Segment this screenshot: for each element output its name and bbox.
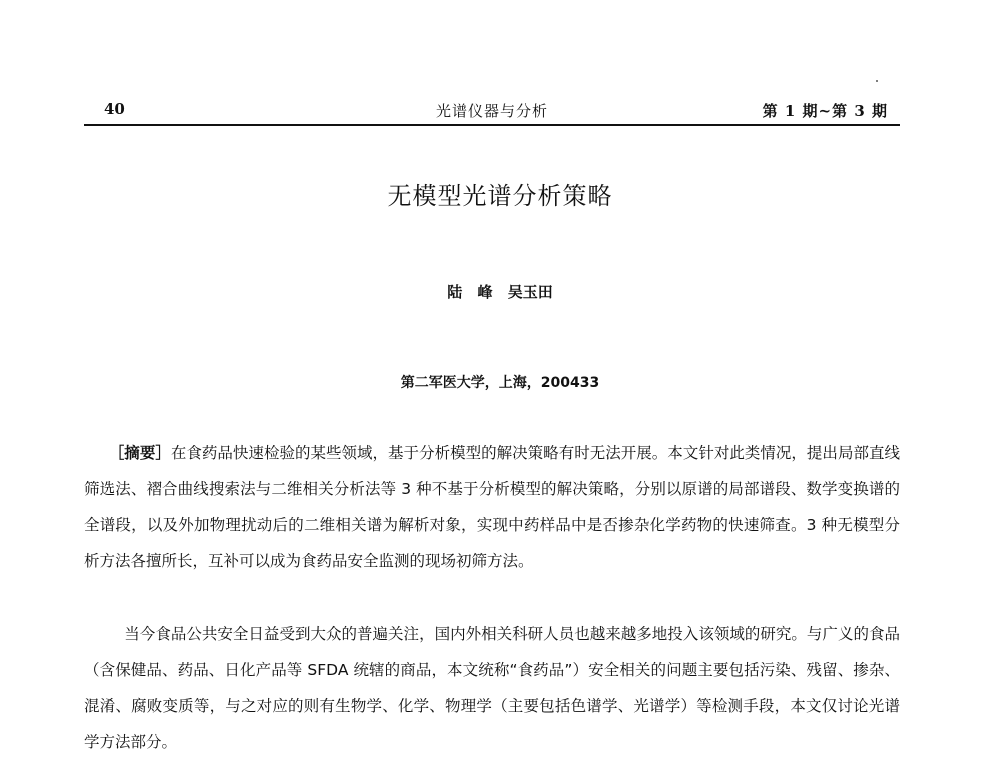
abstract-label: ［摘要］ (108, 444, 171, 462)
scan-speck (876, 80, 878, 82)
journal-name: 光谱仪器与分析 (435, 102, 548, 120)
abstract (84, 435, 900, 579)
article-title: 无模型光谱分析策略 (387, 182, 613, 210)
header-rule (84, 124, 900, 126)
issue-label: 第 1 期~第 3 期 (762, 102, 888, 120)
affiliation: 第二军医大学，上海，200433 (400, 375, 600, 391)
running-header (84, 100, 900, 124)
author-line: 陆 峰 吴玉田 (447, 283, 553, 301)
body-paragraph: 当今食品公共安全日益受到大众的普遍关注，国内外相关科研人员也越来越多地投入该领域的研究。与广义的食品（含保健品、药品、日化产品等 SFDA 统辖的商品，本文统称“食药品”）安全相关的问题主要包括污染、残留、掺杂、混淆、腐败变质等，与之对应的则有生物学、化学、物理学（主要包括色谱学、光谱学）等检测手段，本文仅讨论光谱学方法部分。 (84, 625, 900, 751)
page-number: 40 (104, 100, 125, 118)
abstract-text: 在食药品快速检验的某些领域，基于分析模型的解决策略有时无法开展。本文针对此类情况，提出局部直线筛选法、褶合曲线搜索法与二维相关分析法等 3 种不基于分析模型的解决策略，分别以原谱的局部谱段、数学变换谱的全谱段，以及外加物理扰动后的二维相关谱为解析对象，实现中药样品中是否掺杂化学药物的快速筛查。3 种无模型分析方法各擅所长，互补可以成为食药品安全监测的现场初筛方法。 (84, 444, 900, 570)
